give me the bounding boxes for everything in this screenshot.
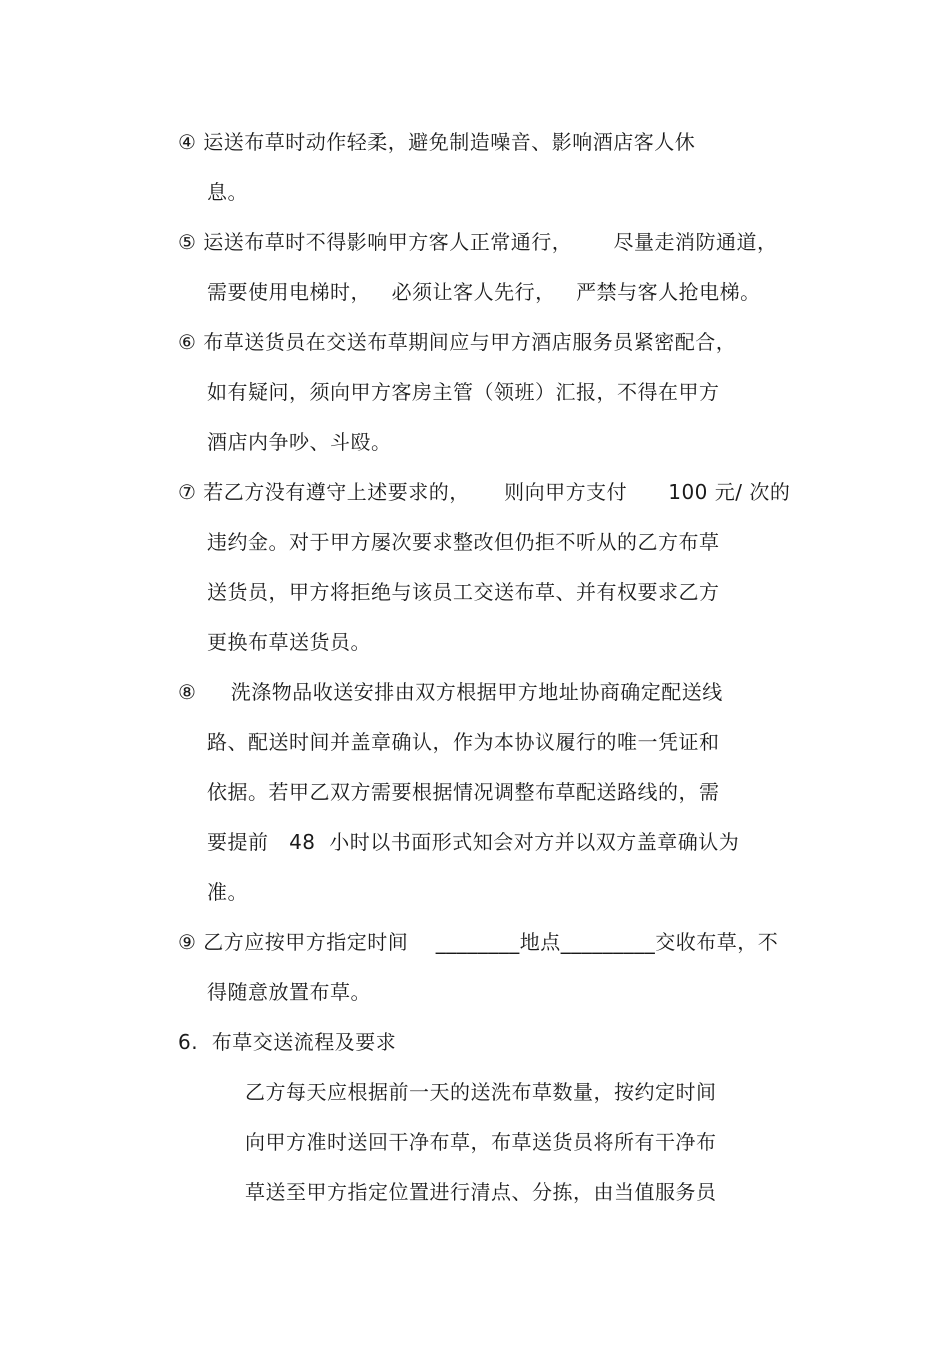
- item-9-marker: ⑨: [178, 930, 197, 954]
- item-8-text-1: 洗涤物品收送安排由双方根据甲方地址协商确定配送线: [196, 680, 723, 704]
- list-item-9-line-2: 得随意放置布草。: [207, 980, 371, 1004]
- list-item-7-line-2: 违约金。对于甲方屡次要求整改但仍拒不听从的乙方布草: [207, 530, 720, 554]
- section-paragraph-line-3: 草送至甲方指定位置进行清点、分拣，由当值服务员: [245, 1180, 717, 1204]
- list-item-8-line-2: 路、配送时间并盖章确认，作为本协议履行的唯一凭证和: [207, 730, 720, 754]
- list-item-9-line-1: [178, 929, 778, 955]
- item-7-text-1: 若乙方没有遵守上述要求的， 则向甲方支付 100 元/ 次的: [196, 480, 791, 504]
- item-9-text-1: 乙方应按甲方指定时间 ________地点_________交收布草，不: [196, 930, 779, 954]
- item-8-marker: ⑧: [178, 680, 197, 704]
- section-heading: [178, 1029, 396, 1055]
- item-5-text-1: 运送布草时不得影响甲方客人正常通行， 尽量走消防通道，: [196, 230, 778, 254]
- section-number: 6.: [178, 1030, 199, 1054]
- list-item-5-line-1: [178, 229, 777, 255]
- list-item-8-line-4: 要提前 48 小时以书面形式知会对方并以双方盖章确认为: [207, 830, 740, 854]
- item-4-text-1: 运送布草时动作轻柔，避免制造噪音、影响酒店客人休: [196, 130, 696, 154]
- list-item-6-line-1: [178, 329, 736, 355]
- item-6-marker: ⑥: [178, 330, 197, 354]
- list-item-8-line-5: 准。: [207, 880, 248, 904]
- item-4-marker: ④: [178, 130, 197, 154]
- list-item-7-line-1: [178, 479, 790, 505]
- list-item-8-line-3: 依据。若甲乙双方需要根据情况调整布草配送路线的，需: [207, 780, 720, 804]
- section-paragraph-line-1: 乙方每天应根据前一天的送洗布草数量，按约定时间: [245, 1080, 717, 1104]
- list-item-4-line-1: [178, 129, 695, 155]
- item-6-text-1: 布草送货员在交送布草期间应与甲方酒店服务员紧密配合，: [196, 330, 737, 354]
- section-paragraph-line-2: 向甲方准时送回干净布草，布草送货员将所有干净布: [245, 1130, 717, 1154]
- list-item-4-line-2: 息。: [207, 180, 248, 204]
- list-item-8-line-1: [178, 679, 723, 705]
- list-item-6-line-2: 如有疑问，须向甲方客房主管（领班）汇报，不得在甲方: [207, 380, 720, 404]
- list-item-7-line-3: 送货员，甲方将拒绝与该员工交送布草、并有权要求乙方: [207, 580, 720, 604]
- list-item-5-line-2: 需要使用电梯时， 必须让客人先行， 严禁与客人抢电梯。: [207, 280, 761, 304]
- list-item-7-line-4: 更换布草送货员。: [207, 630, 371, 654]
- list-item-6-line-3: 酒店内争吵、斗殴。: [207, 430, 392, 454]
- item-7-marker: ⑦: [178, 480, 197, 504]
- item-5-marker: ⑤: [178, 230, 197, 254]
- section-title: 布草交送流程及要求: [198, 1030, 397, 1054]
